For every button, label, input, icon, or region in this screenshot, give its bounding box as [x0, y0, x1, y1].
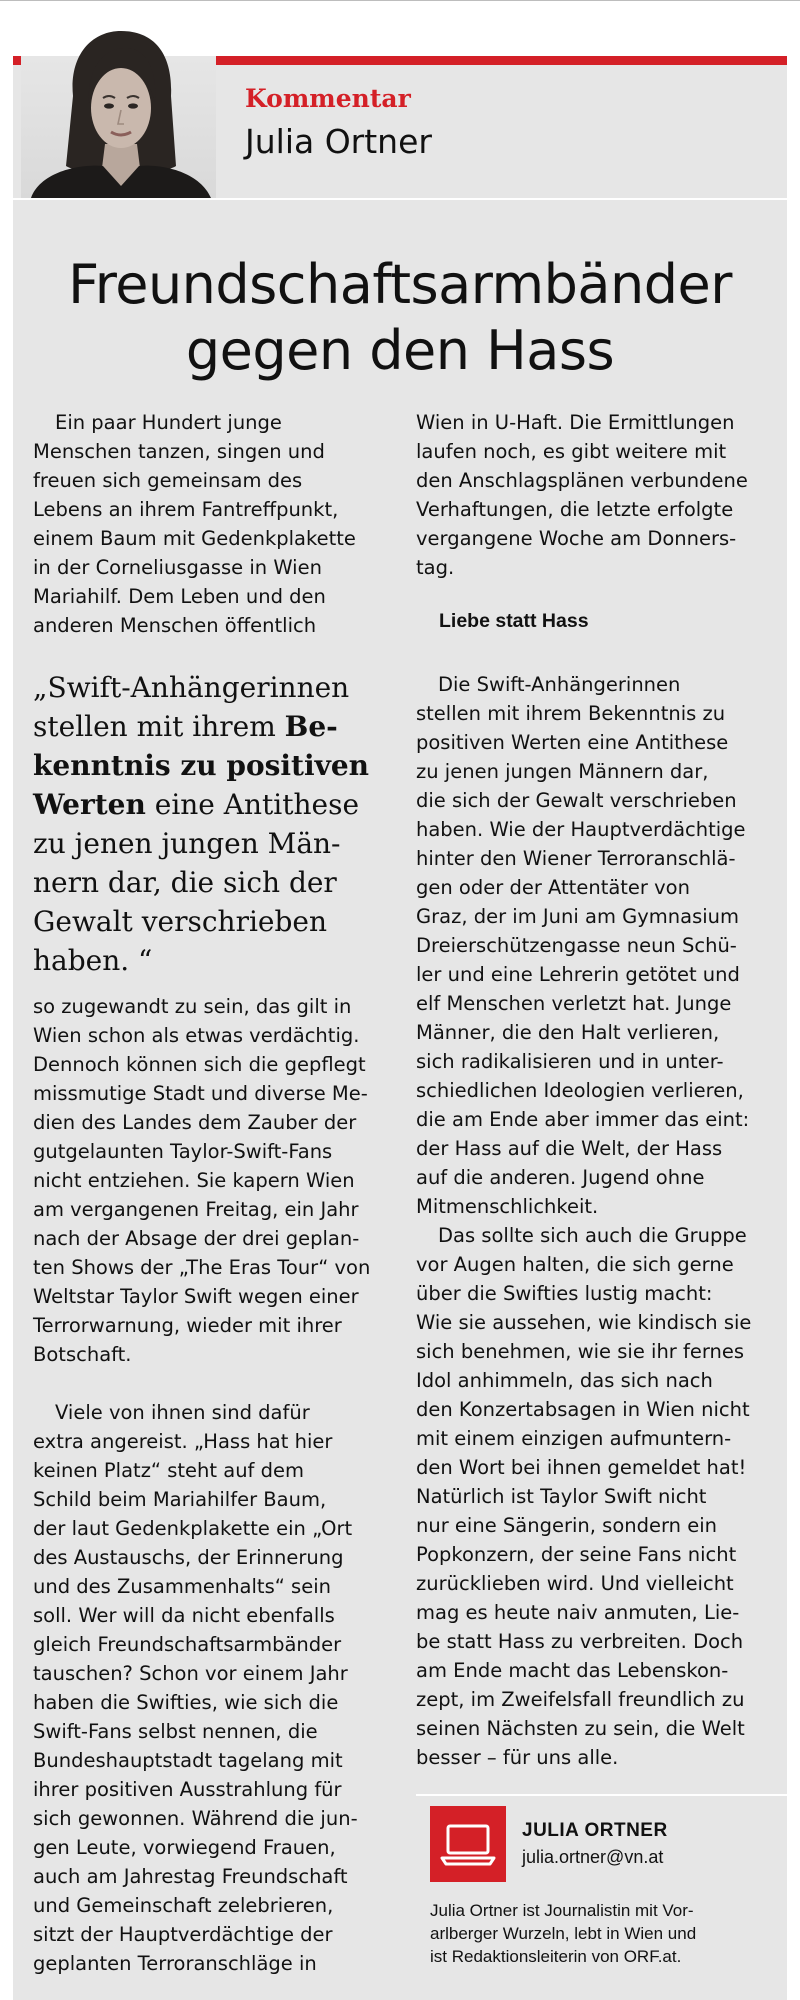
text-line: und des Zusammenhalts“ sein	[33, 1575, 331, 1598]
text-line: mag es heute naiv anmuten, Lie-	[416, 1601, 740, 1624]
text-line: zept, im Zweifelsfall freundlich zu	[416, 1688, 745, 1711]
text-line: nach der Absage der drei geplan-	[33, 1227, 360, 1250]
text-line: und Gemeinschaft zelebrieren,	[33, 1894, 334, 1917]
bio-email[interactable]: julia.ortner@vn.at	[522, 1847, 664, 1867]
author-portrait	[21, 26, 216, 198]
text-line: Lebens an ihrem Fantreffpunkt,	[33, 498, 339, 521]
article-page	[13, 56, 787, 2000]
text-line: Mariahilf. Dem Leben und den	[33, 585, 326, 608]
text-line: be statt Hass zu verbreiten. Doch	[416, 1630, 744, 1653]
text-line: Wie sie aussehen, wie kindisch sie	[416, 1311, 752, 1334]
text-line: den Wort bei ihnen gemeldet hat!	[416, 1456, 747, 1479]
text-line: über die Swifties lustig macht:	[416, 1282, 713, 1305]
column-1-intro	[33, 408, 383, 640]
quote-line	[33, 746, 393, 785]
text-line: tauschen? Schon vor einem Jahr	[33, 1662, 348, 1685]
section-kicker: Kommentar	[245, 84, 411, 113]
text-line: mit einem einzigen aufmuntern-	[416, 1427, 732, 1450]
text-line: Bundeshauptstadt tagelang mit	[33, 1749, 343, 1772]
text-line: geplanten Terroranschläge in	[33, 1952, 317, 1975]
text-line: in der Corneliusgasse in Wien	[33, 556, 322, 579]
text-line: Dreierschützengasse neun Schü-	[416, 934, 737, 957]
text-line: Verhaftungen, die letzte erfolgte	[416, 498, 734, 521]
subheading: Liebe statt Hass	[439, 610, 589, 632]
text-line: seinen Nächsten zu sein, die Welt	[416, 1717, 745, 1740]
quote-text: stellen mit ihrem	[33, 710, 285, 743]
text-line: elf Menschen verletzt hat. Junge	[416, 992, 732, 1015]
text-line: extra angereist. „Hass hat hier	[33, 1430, 333, 1453]
column-1-body	[33, 992, 383, 1978]
text-line: sich gewonnen. Während die jun-	[33, 1807, 358, 1830]
text-line: Terrorwarnung, wieder mit ihrer	[33, 1314, 342, 1337]
text-line: zu jenen jungen Männern dar,	[416, 760, 709, 783]
quote-emphasis: Werten	[33, 788, 146, 821]
quote-line: „Swift-Anhängerinnen	[33, 671, 350, 704]
quote-line: haben. “	[33, 944, 153, 977]
text-line: die sich der Gewalt verschrieben	[416, 789, 737, 812]
headline-line: Freundschaftsarmbänder	[68, 253, 732, 316]
text-line: gutgelaunten Taylor-Swift-Fans	[33, 1140, 333, 1163]
quote-line: Gewalt verschrieben	[33, 905, 327, 938]
text-line: missmutige Stadt und diverse Me-	[33, 1082, 368, 1105]
text-line: Botschaft.	[33, 1343, 132, 1366]
text-line: soll. Wer will da nicht ebenfalls	[33, 1604, 335, 1627]
text-line: Weltstar Taylor Swift wegen einer	[33, 1285, 359, 1308]
text-line: Popkonzern, der seine Fans nicht	[416, 1543, 737, 1566]
text-line: Die Swift-Anhängerinnen	[438, 673, 681, 696]
pull-quote	[33, 668, 393, 980]
quote-line: zu jenen jungen Män-	[33, 827, 341, 860]
text-line: ler und eine Lehrerin getötet und	[416, 963, 740, 986]
text-line: schiedlichen Ideologien verlieren,	[416, 1079, 744, 1102]
text-line: Graz, der im Juni am Gymnasium	[416, 905, 740, 928]
text-line: anderen Menschen öffentlich	[33, 614, 317, 637]
text-line: Natürlich ist Taylor Swift nicht	[416, 1485, 707, 1508]
text-line: den Konzertabsagen in Wien nicht	[416, 1398, 750, 1421]
text-line: gen oder der Attentäter von	[416, 876, 690, 899]
text-line: keinen Platz“ steht auf dem	[33, 1459, 304, 1482]
text-line: am Ende macht das Lebenskon-	[416, 1659, 729, 1682]
text-line: zurücklieben wird. Und vielleicht	[416, 1572, 734, 1595]
text-line: der Hass auf die Welt, der Hass	[416, 1137, 723, 1160]
text-line: stellen mit ihrem Bekenntnis zu	[416, 702, 726, 725]
text-line: einem Baum mit Gedenkplakette	[33, 527, 356, 550]
text-line: Menschen tanzen, singen und	[33, 440, 325, 463]
top-border	[0, 0, 800, 1]
author-name-header: Julia Ortner	[245, 122, 432, 161]
quote-text: eine Antithese	[145, 788, 360, 821]
bio-line: Julia Ortner ist Journalistin mit Vor-	[430, 1901, 694, 1920]
text-line: so zugewandt zu sein, das gilt in	[33, 995, 352, 1018]
text-line: Dennoch können sich die gepflegt	[33, 1053, 366, 1076]
text-line: am vergangenen Freitag, ein Jahr	[33, 1198, 359, 1221]
text-line: Männer, die den Halt verlieren,	[416, 1021, 720, 1044]
column-2-body	[416, 670, 776, 1772]
text-line: nur eine Sängerin, sondern ein	[416, 1514, 717, 1537]
text-line: haben die Swifties, wie sich die	[33, 1691, 339, 1714]
text-line: auf die anderen. Jugend ohne	[416, 1166, 705, 1189]
text-line: gen Leute, vorwiegend Frauen,	[33, 1836, 336, 1859]
quote-emphasis: kenntnis zu positiven	[33, 749, 370, 782]
quote-line	[33, 707, 393, 746]
text-line: nicht entziehen. Sie kapern Wien	[33, 1169, 355, 1192]
text-line: sich radikalisieren und in unter-	[416, 1050, 724, 1073]
text-line: des Austauschs, der Erinnerung	[33, 1546, 344, 1569]
text-line: hinter den Wiener Terroranschlä-	[416, 847, 736, 870]
quote-line	[33, 785, 393, 824]
text-line: laufen noch, es gibt weitere mit	[416, 440, 727, 463]
text-line: besser – für uns alle.	[416, 1746, 619, 1769]
text-line: Wien in U-Haft. Die Ermittlungen	[416, 411, 735, 434]
text-line: Mitmenschlichkeit.	[416, 1195, 599, 1218]
bio-author-name: JULIA ORTNER	[522, 1820, 668, 1841]
text-line: haben. Wie der Hauptverdächtige	[416, 818, 746, 841]
quote-emphasis: Be-	[284, 710, 338, 743]
article-headline	[13, 252, 787, 384]
bio-divider	[416, 1794, 787, 1796]
text-line: freuen sich gemeinsam des	[33, 469, 303, 492]
text-line: den Anschlagsplänen verbundene	[416, 469, 748, 492]
text-line: Ein paar Hundert junge	[55, 411, 282, 434]
text-line: ten Shows der „The Eras Tour“ von	[33, 1256, 371, 1279]
text-line: dien des Landes dem Zauber der	[33, 1111, 357, 1134]
paragraph-gap	[33, 1369, 383, 1398]
text-line: Idol anhimmeln, das sich nach	[416, 1369, 713, 1392]
text-line: positiven Werten eine Antithese	[416, 731, 729, 754]
text-line: vergangene Woche am Donners-	[416, 527, 737, 550]
text-line: Swift-Fans selbst nennen, die	[33, 1720, 318, 1743]
bio-line: ist Redaktionsleiterin von ORF.at.	[430, 1947, 682, 1966]
text-line: tag.	[416, 556, 455, 579]
column-2-intro	[416, 408, 776, 582]
headline-line: gegen den Hass	[185, 319, 615, 382]
laptop-icon	[430, 1806, 506, 1882]
text-line: gleich Freundschaftsarmbänder	[33, 1633, 342, 1656]
bio-description	[430, 1899, 780, 1968]
text-line: Das sollte sich auch die Gruppe	[438, 1224, 747, 1247]
text-line: vor Augen halten, die sich gerne	[416, 1253, 734, 1276]
text-line: Schild beim Mariahilfer Baum,	[33, 1488, 327, 1511]
text-line: ihrer positiven Ausstrahlung für	[33, 1778, 342, 1801]
text-line: der laut Gedenkplakette ein „Ort	[33, 1517, 353, 1540]
text-line: auch am Jahrestag Freundschaft	[33, 1865, 348, 1888]
text-line: sitzt der Hauptverdächtige der	[33, 1923, 333, 1946]
quote-line: nern dar, die sich der	[33, 866, 337, 899]
text-line: Viele von ihnen sind dafür	[55, 1401, 310, 1424]
text-line: die am Ende aber immer das eint:	[416, 1108, 750, 1131]
bio-line: arlberger Wurzeln, lebt in Wien und	[430, 1924, 697, 1943]
text-line: Wien schon als etwas verdächtig.	[33, 1024, 360, 1047]
header-divider	[13, 198, 787, 200]
text-line: sich benehmen, wie sie ihr fernes	[416, 1340, 745, 1363]
